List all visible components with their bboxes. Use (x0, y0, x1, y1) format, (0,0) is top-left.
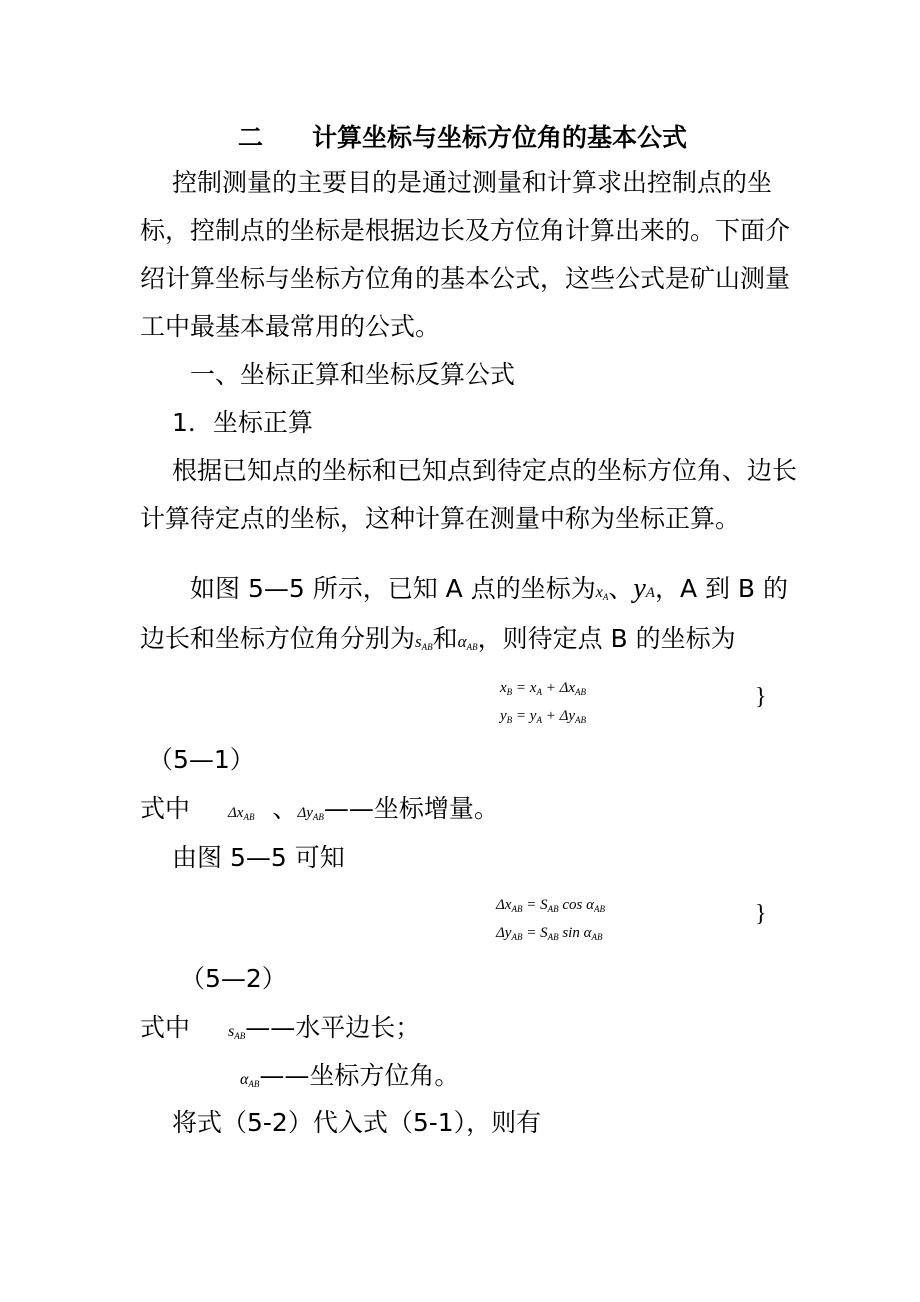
yA-subscript: A (645, 585, 655, 601)
where2-alpha: α (240, 1071, 249, 1088)
subsection-heading: 1．坐标正算 (172, 408, 313, 437)
equation-2-number: （5—2） (180, 964, 287, 993)
para3-text-4: ，则待定点 B 的坐标为 (477, 624, 736, 653)
section-heading: 一、坐标正算和坐标反算公式 (190, 360, 516, 389)
eq2-s1: = S (522, 897, 548, 913)
intro-line-3: 绍计算坐标与坐标方位角的基本公式，这些公式是矿山测量 (140, 264, 791, 293)
eq1-dy: + Δy (541, 708, 576, 724)
para3-and: 和 (432, 624, 458, 653)
eq1-dx: + Δx (541, 680, 576, 696)
eq1-dx-sub: AB (575, 687, 587, 697)
where-label-2: 式中 (140, 1013, 191, 1042)
intro-line-2: 标，控制点的坐标是根据边长及方位角计算出来的。下面介 (140, 216, 791, 245)
equation-1-number: （5—1） (148, 745, 255, 774)
where-label-1: 式中 (140, 794, 191, 823)
where2-s-sub: AB (234, 1031, 246, 1041)
page-title: 计算坐标与坐标方位角的基本公式 (312, 123, 688, 152)
where2-s-desc: ——水平边长； (245, 1013, 421, 1042)
eq1-yA: = y (512, 708, 537, 724)
eq2-dy: Δy (496, 925, 512, 941)
eq1-dy-sub: AB (575, 715, 587, 725)
yA-symbol: y (633, 573, 646, 604)
eq2-s2: = S (522, 925, 548, 941)
para2-line-1: 根据已知点的坐标和已知点到待定点的坐标方位角、边长 (172, 456, 798, 485)
eq2-s1-sub: AB (547, 904, 559, 914)
eq1-yB-sub: B (506, 715, 513, 725)
para3-text-1: 如图 5—5 所示，已知 A 点的坐标为 (190, 574, 596, 603)
eq2-sin: sin α (558, 925, 592, 941)
eq1-xB: x (500, 680, 507, 696)
para3-line-2 (140, 626, 736, 660)
equation-1-brace: } (755, 684, 767, 710)
equation-2-line-2 (496, 926, 602, 945)
eq1-yA-sub: A (536, 715, 542, 725)
figure-reference: 由图 5—5 可知 (172, 843, 345, 872)
intro-line-1: 控制测量的主要目的是通过测量和计算求出控制点的坐 (172, 168, 773, 197)
xA-symbol: x (595, 584, 603, 601)
eq1-xB-sub: B (506, 687, 513, 697)
where-2-line-2 (240, 1063, 459, 1097)
eq2-sin-sub: AB (591, 932, 603, 942)
eq1-xA: = x (512, 680, 537, 696)
where1-sep: 、 (272, 794, 298, 823)
eq2-dy-sub: AB (511, 932, 523, 942)
final-line: 将式（5-2）代入式（5-1），则有 (172, 1108, 542, 1137)
where1-dx-sub: AB (243, 812, 255, 822)
sAB-symbol: s (415, 632, 422, 651)
alpha-subscript: AB (466, 642, 478, 652)
alpha-symbol: α (457, 632, 467, 651)
where2-s: s (228, 1023, 235, 1040)
where2-alpha-desc: ——坐标方位角。 (259, 1061, 460, 1090)
equation-2-line-1 (496, 898, 605, 917)
eq2-dx: Δx (496, 897, 512, 913)
eq1-xA-sub: A (536, 687, 542, 697)
where1-dy: Δy (297, 805, 313, 821)
eq2-s2-sub: AB (547, 932, 559, 942)
intro-line-4: 工中最基本最常用的公式。 (140, 312, 441, 341)
xA-subscript: A (602, 592, 609, 602)
where2-alpha-sub: AB (248, 1079, 260, 1089)
equation-1-line-2 (500, 709, 586, 728)
where1-desc: ——坐标增量。 (323, 794, 499, 823)
where1-dx: Δx (228, 805, 244, 821)
section-number: 二 (238, 123, 264, 152)
where-2-line-1 (228, 1015, 420, 1049)
eq2-cos-sub: AB (593, 904, 605, 914)
sAB-subscript: AB (421, 642, 433, 652)
para3-text-2: ，A 到 B 的 (654, 574, 789, 603)
equation-2-brace: } (755, 901, 767, 927)
para3-separator: 、 (608, 574, 634, 603)
eq1-yB: y (500, 708, 507, 724)
eq2-dx-sub: AB (511, 904, 523, 914)
where1-dy-sub: AB (312, 812, 324, 822)
para2-line-2: 计算待定点的坐标，这种计算在测量中称为坐标正算。 (140, 504, 741, 533)
where-1-content (228, 796, 499, 830)
para3-line-1 (190, 573, 789, 610)
para3-text-3: 边长和坐标方位角分别为 (140, 624, 416, 653)
equation-1-line-1 (500, 681, 586, 700)
eq2-cos: cos α (558, 897, 594, 913)
